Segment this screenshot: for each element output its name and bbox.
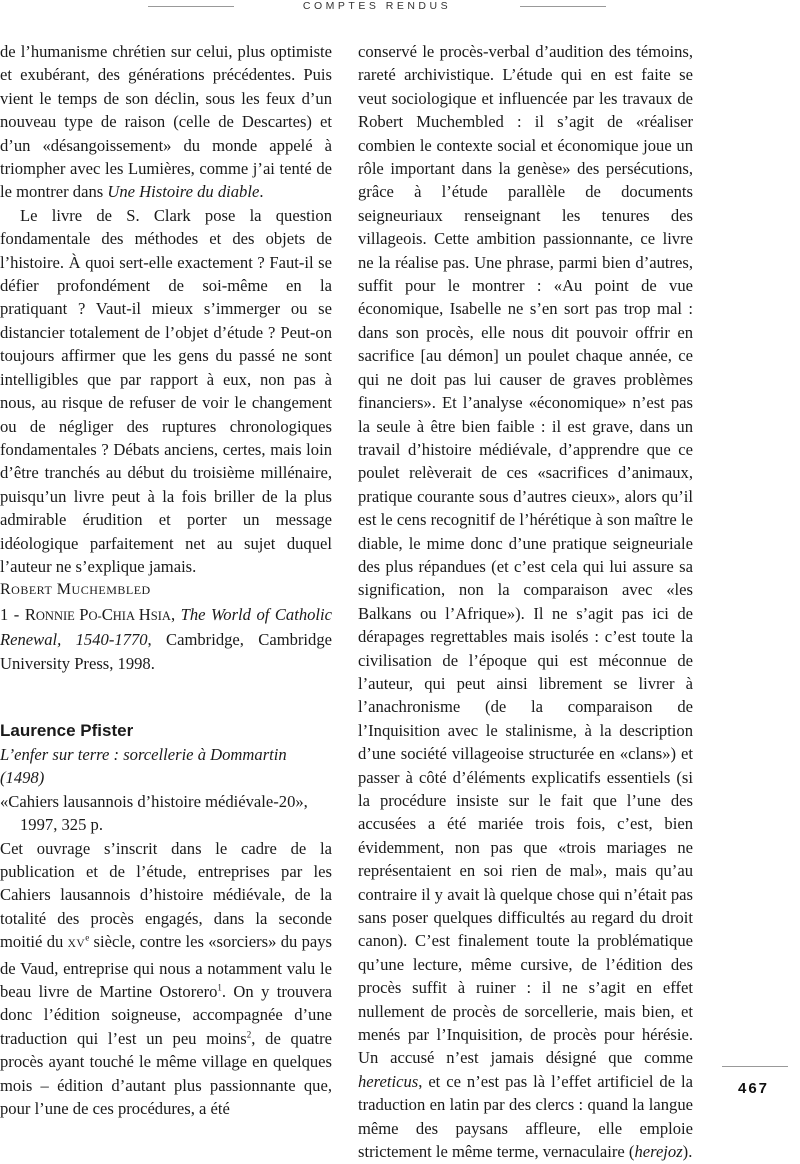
- footnote-book-title: The World of Catholic Renewal, 1540-1770: [0, 604, 333, 650]
- review-heading: [0, 719, 332, 837]
- footnote-ref-1: 1: [217, 982, 222, 993]
- review-book-title: L’enfer sur terre : sorcellerie à Dommartin (1498): [0, 744, 287, 788]
- paragraph-continued: de l’humanisme chrétien sur celui, plus optimiste et exubérant, des générations précédentes. Puis vient le temps de son déclin, sous les feux d’un nouveau type de raison (celle de Descartes) et d’un «désangoissement» du monde appelé à triompher avec les Lumières, comme j’ai tenté de le montrer dans Une Histoire du diable.: [0, 42, 332, 202]
- book-title: Une Histoire du diable: [107, 182, 260, 202]
- right-column: [358, 40, 693, 1164]
- paragraph-conclusion: Le livre de S. Clark pose la question fondamentale des méthodes et des objets de l’histoire. À quoi sert-elle exactement ? Faut-il se défier profondément de soi-même en la pratiquant ? Vaut-il mieux s’immerger ou se distancier totalement de l’objet d’étude ? Peut-on toujours affirmer que les gens du passé ne sont intelligibles que par rapport à eux, non pas à nous, au risque de refuser de voir le changement ou de négliger des ruptures chronologiques fondamentales ? Débats anciens, certes, mais loin d’être tranchés au début du troisième millénaire, puisqu’un livre peut à la fois briller de la plus admirable érudition et porter un message idéologique parfaitement net au sujet duquel l’auteur ne s’explique jamais.: [0, 205, 332, 576]
- review-body-continued: conservé le procès-verbal d’audition des témoins, rareté archivistique. L’étude qui en est faite se veut sociologique et influencée par les travaux de Robert Muchembled : il s’agit de «réaliser combien le contexte social et économique joue un rôle important dans la genèse» des persécutions, grâce à l’étude parallèle de documents seigneuriaux renseignant les tenures des villageois. Cette ambition passionnante, ce livre ne la réalise pas. Une phrase, parmi bien d’autres, suffit pour le montrer : «Au point de vue économique, Isabelle ne s’en sort pas trop mal : dans son procès, elle nous dit pouvoir offrir en sacrifice [au démon] un poulet chaque année, ce qui ne doit pas lui causer de graves problèmes financiers». Et l’analyse «économique» n’est pas la seule à être bien faible : il est grave, dans un travail d’histoire médiévale, d’apprendre que ce poulet relèverait de ces «sacrifices d’animaux, pratique courante sous d’autres cieux», alors qu’il est le cens recognitif de l’hérétique à son maître le diable, le mime donc d’une pratique seigneuriale des plus répandues (et c’est cela qui lui assure sa signification, non la comparaison avec «les Balkans ou l’Afrique»). Il ne s’agit pas ici de dérapages regrettables mais isolés : c’est toute la civilisation de l’époque qui est méconnue de l’auteur, qui peut ainsi librement se livrer à l’anachronisme (de la comparaison de l’Inquisition avec le stalinisme, à la description d’une société villageoise structurée en «clans») et passer à côté d’éléments explicatifs essentiels (si la procédure insiste sur le fait que l’une des accusées a été mariée trois fois, c’est, bien évidemment, non pas que «trois mariages ne représentaient en soi rien de mal», mais qu’au contraire il y avait là quelque chose qui n’était pas sans poser quelques difficultés au regard du droit canon). C’est finalement toute la problématique qu’une lecture, même cursive, de l’édition des procès suffit à ruiner : il ne s’agit en effet nullement de procès de sorcellerie, mais bien, et menés par l’Inquisition, de procès pour hérésie. Un accusé n’est jamais désigné que comme hereticus, et ce n’est pas là l’effet artificiel de la traduction en latin par des clercs : quand la langue même des paysans affleure, elle emploie strictement le même terme, vernaculaire (herejoz).: [358, 42, 693, 1162]
- header-rule-left: [148, 6, 234, 7]
- latin-term-hereticus: hereticus: [358, 1071, 419, 1091]
- running-header: COMPTES RENDUS: [302, 0, 452, 12]
- review-author: Laurence Pfister: [0, 720, 134, 740]
- folio-rule: [722, 1066, 788, 1067]
- left-column: [0, 40, 332, 1120]
- footnote-ref-2: 2: [246, 1029, 252, 1040]
- review-body-start: Cet ouvrage s’inscrit dans le cadre de la publication et de l’étude, entreprises par les Cahiers lausannois d’histoire médiévale, de la totalité des procès engagés, dans la seconde moitié du XVe siècle, contre les «sorciers» du pays de Vaud, entreprise qui nous a notamment valu le beau livre de Martine Ostorero$^1$. On y trouvera donc l’édition soigneuse, accompagnée d’une traduction qui l’est un peu moins$^2$, de quatre procès ayant touché le même village en quelques mois – édition d’autant plus passionnante que, pour l’une de ces procédures, a été: [0, 838, 332, 1119]
- review-signature: ROBERT MUCHEMBLED: [0, 581, 151, 599]
- review-series: «Cahiers lausannois d’histoire médiévale-20», 1997, 325 p.: [0, 791, 308, 835]
- header-rule-right: [520, 6, 606, 7]
- footnote-1: 1 - RONNIE PO-CHIA HSIA, The World of Catholic Renewal, 1540-1770, Cambridge, Cambridge University Press, 1998.: [0, 604, 333, 673]
- vernacular-term-herejoz: herejoz: [634, 1142, 683, 1162]
- page-number: 467: [738, 1080, 770, 1097]
